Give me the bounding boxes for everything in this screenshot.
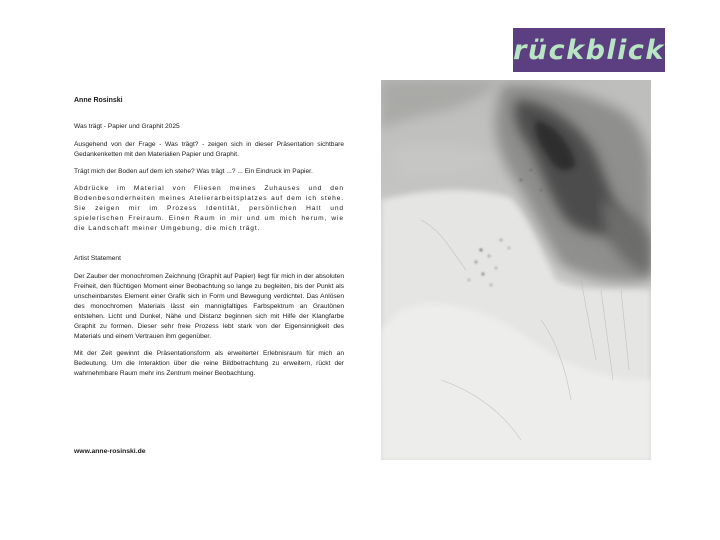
brand-logo: [513, 28, 665, 72]
statement-paragraph: Mit der Zeit gewinnt die Präsentationsform als erweiterter Erlebnisraum für mich an Bedeutung. Um die Interaktion über die reine Bildbetrachtung zu erweitern, rückt der wahrnehmbare Raum mehr ins Zentrum meiner Beobachtung.: [74, 350, 344, 377]
artist-statement-heading: Artist Statement: [74, 255, 121, 262]
statement-paragraph: Der Zauber der monochromen Zeichnung (Graphit auf Papier) liegt für mich in der absoluten Freiheit, den flüchtigen Moment einer Beobachtung so lange zu begleiten, bis der Punkt als unscheinbarstes Element einer Grafik sich in Form und Bewegung verdichtet. Das Anlösen des monochromen Materials lässt ein mannigfaltiges Farbspektrum an Grautönen entstehen. Licht und Dunkel, Nähe und Distanz beginnen sich mit Hilfe der Klangfarbe Graphit zu formen. Dieser sehr freie Prozess lebt stark von der Eigensinnigkeit des Materials und einem Vertrauen ihm gegenüber.: [74, 273, 344, 340]
author-name: Anne Rosinski: [74, 97, 123, 104]
project-title: Was trägt - Papier und Graphit 2025: [74, 123, 180, 130]
text-column: [74, 96, 344, 386]
website-link[interactable]: www.anne-rosinski.de: [74, 448, 146, 455]
brand-logo-text: rückblick: [513, 34, 665, 66]
intro-paragraph: Ausgehend von der Frage - Was trägt? - zeigen sich in dieser Präsentation sichtbare Gedankenketten mit den Materialien Papier und Graphit.: [74, 141, 344, 158]
imprint-paragraph: Abdrücke im Material von Fliesen meines Zuhauses und den Bodenbesonderheiten meines Atelierarbeitsplatzes auf dem ich stehe. Sie zeigen mir im Prozess Identität, persönlichen Halt und spielerischen Freiraum. Einen Raum in mir und um mich herum, wie die Landschaft meiner Umgebung, die mich trägt.: [74, 185, 344, 232]
artwork-image: [381, 80, 651, 460]
question-paragraph: Trägt mich der Boden auf dem ich stehe? Was trägt ...? ... Ein Eindruck im Papier.: [74, 168, 313, 175]
